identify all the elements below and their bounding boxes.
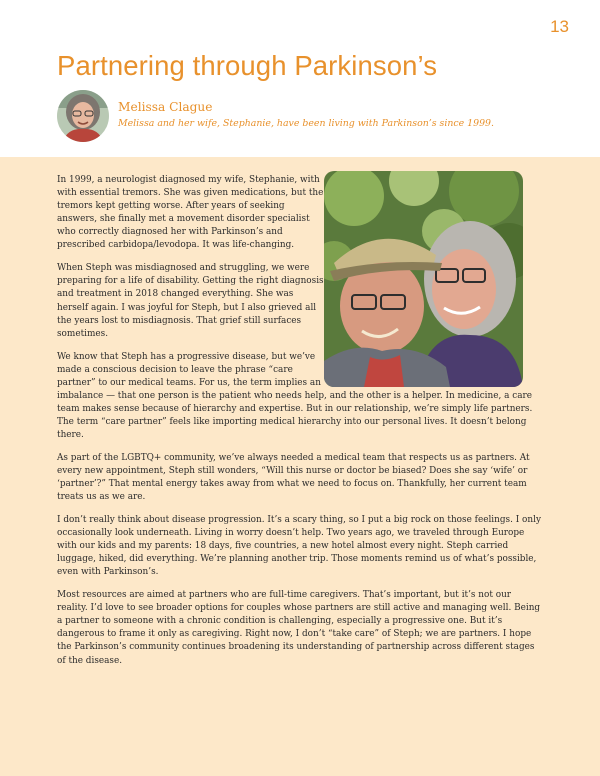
page-number: 13 xyxy=(550,17,569,36)
paragraph: We know that Steph has a progressive disease, but we’ve made a conscious decision to leave the phrase “care partner” to our medical teams. For us, the term implies an imbalance — that one person is the patient who needs help, and the other is a helper. In medicine, a care team makes sense because of hierarchy and expertise. But in our relationship, we’re simply life partners. The term “care partner” feels like importing medical hierarchy into our personal lives. It doesn’t belong there. xyxy=(57,351,533,441)
paragraph: Most resources are aimed at partners who are full-time caregivers. That’s important, but it’s not our reality. I’d love to see broader options for couples whose partners are still active and managing well. Being a partner to someone with a chronic condition is challenging, especially a progressive one. But it’s dangerous to frame it only as caregiving. Right now, I don’t “take care” of Steph; we are partners. I hope the Parkinson’s community continues broadening its understanding of partnership across different stages of the disease. xyxy=(57,590,541,666)
paragraph: In 1999, a neurologist diagnosed my wife, Stephanie, with with essential tremors. She was given medications, but the tremors kept getting worse. After years of seeking answers, she finally met a movement disorder specialist who correctly diagnosed her with Parkinson’s and prescribed carbidopa/levodopa. It was life-changing. xyxy=(57,175,324,251)
article-body xyxy=(57,174,542,677)
paragraph: As part of the LGBTQ+ community, we’ve always needed a medical team that respects us as partners. At every new appointment, Steph still wonders, “Will this nurse or doctor be biased? Does she say ‘wife’ or ‘partner’?” That mental energy takes away from what we need to focus on. Thankfully, her current team treats us as we are. xyxy=(57,452,530,503)
author-name: Melissa Clague xyxy=(118,100,213,114)
paragraph: When Steph was misdiagnosed and struggling, we were preparing for a life of disability. Getting the right diagnosis and treatment in 2018 changed everything. She was herself again. I was joyful for Steph, but I also grieved all the years lost to misdiagnosis. That grief still surfaces sometimes. xyxy=(57,263,324,339)
article-title: Partnering through Parkinson’s xyxy=(57,50,438,81)
photo-float-spacer xyxy=(326,171,542,388)
paragraph: I don’t really think about disease progression. It’s a scary thing, so I put a big rock on those feelings. I only occasionally look underneath. Living in worry doesn’t help. Two years ago, we traveled through Europe with our kids and my parents: 18 days, five countries, a new hotel almost every night. Steph carried luggage, hiked, did everything. We’re planning another trip. Those moments remind us of what’s possible, even with Parkinson’s. xyxy=(57,514,541,578)
author-avatar xyxy=(57,90,109,142)
author-bio: Melissa and her wife, Stephanie, have been living with Parkinson’s since 1999. xyxy=(118,118,494,129)
